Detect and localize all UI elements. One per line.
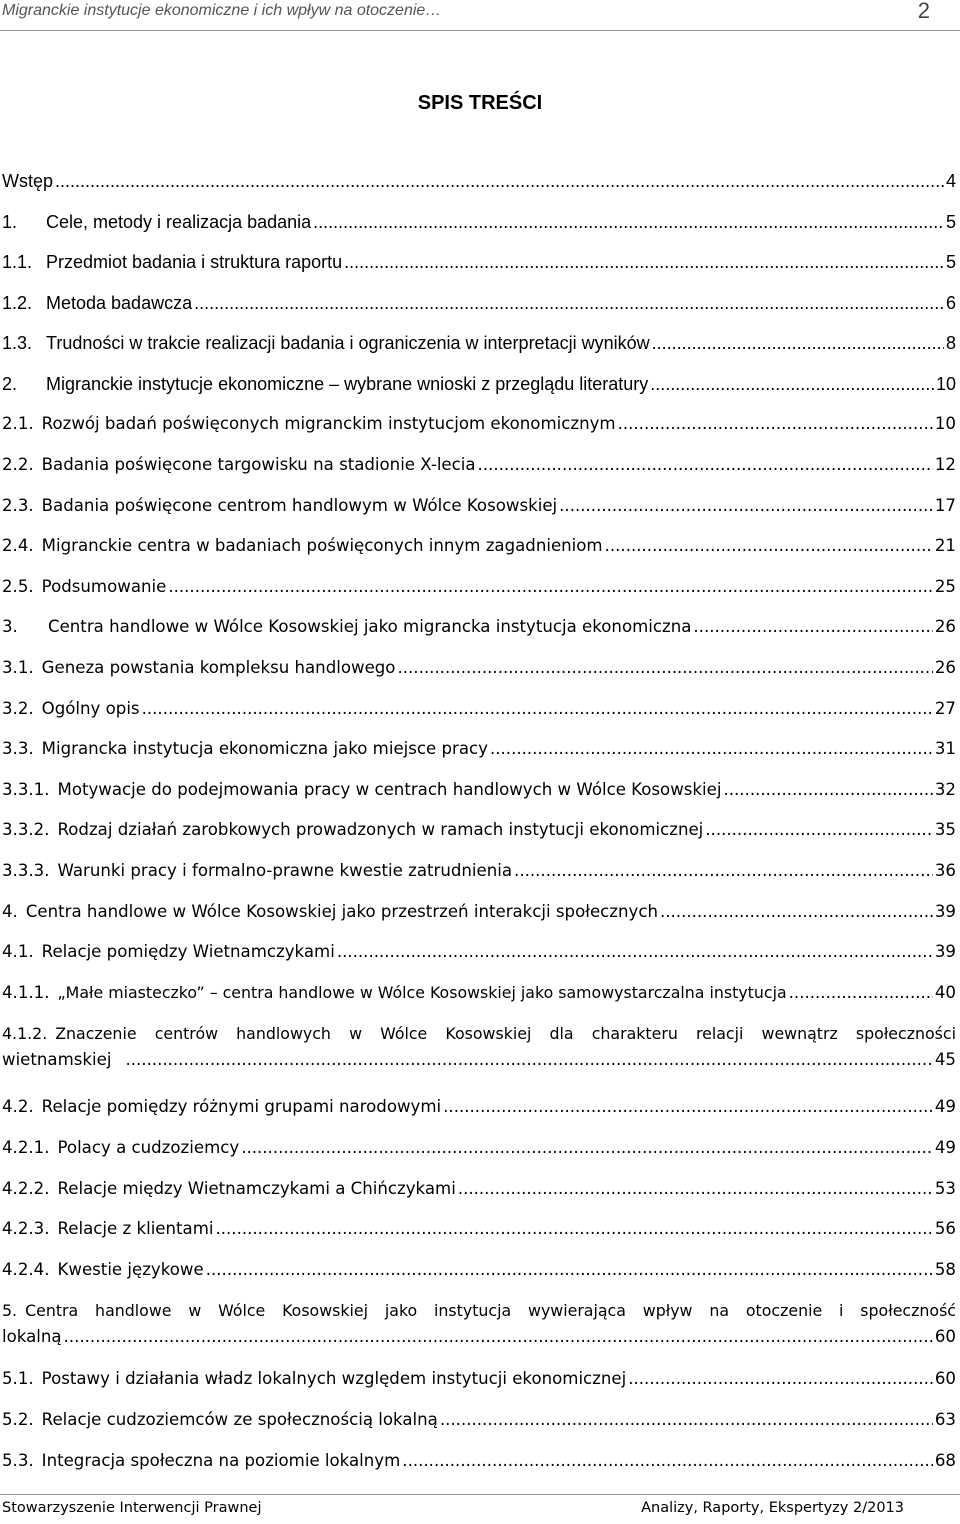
toc-entry-number: 1.1. [2, 252, 33, 272]
toc-entry-text: Podsumowanie [41, 577, 167, 596]
toc-entry-text: Przedmiot badania i struktura raportu [46, 252, 343, 272]
toc-entry-number: 2.3. [2, 496, 34, 515]
toc-entry-page: 45 [934, 1050, 956, 1069]
toc-entry-number: 3.3.3. [2, 861, 50, 880]
toc-entry-text: Ogólny opis [41, 699, 140, 718]
toc-entry-page: 60 [934, 1369, 956, 1388]
toc-entry-page: 58 [934, 1260, 956, 1279]
toc-entry[interactable] [2, 1135, 956, 1161]
toc-entry-number: 5.2. [2, 1410, 34, 1429]
toc-leader-dots [64, 1324, 933, 1350]
page-header [2, 0, 952, 28]
toc-entry-number: 4.2.3. [2, 1219, 50, 1238]
toc-entry-text: Geneza powstania kompleksu handlowego [41, 658, 396, 677]
toc-entry-number: 2.4. [2, 536, 34, 555]
toc-leader-dots [789, 980, 933, 1006]
toc-entry-page: 4 [945, 171, 956, 191]
toc-entry-text: Centra handlowe w Wólce Kosowskiej jako przestrzeń interakcji społecznych [25, 902, 658, 921]
toc-entry-number: 4.2.4. [2, 1260, 50, 1279]
toc-title: SPIS TREŚCI [417, 92, 543, 114]
toc-leader-dots [650, 371, 934, 397]
toc-entry-page: 39 [934, 902, 956, 921]
toc-leader-dots [142, 696, 933, 722]
header-title: Migranckie instytucje ekonomiczne i ich wpływ na otoczenie… [2, 2, 442, 19]
toc-entry-page: 56 [934, 1219, 956, 1238]
toc-leader-dots [723, 777, 932, 803]
toc-entry-number: 4.2. [2, 1097, 34, 1116]
toc-entry-number: 4.2.2. [2, 1179, 50, 1198]
toc-entry[interactable] [2, 533, 956, 559]
toc-entry[interactable] [2, 899, 956, 925]
toc-entry-page: 49 [934, 1097, 956, 1116]
toc-entry-page: 32 [934, 780, 956, 799]
toc-entry-number: 2.2. [2, 455, 34, 474]
toc-entry-number: 3. [2, 617, 18, 636]
toc-entry[interactable] [2, 1176, 956, 1202]
toc-leader-dots [443, 1094, 933, 1120]
toc-leader-dots [313, 209, 944, 235]
toc-entry-page: 40 [934, 983, 956, 1002]
toc-entry[interactable] [2, 574, 956, 600]
toc-entry-number: 3.2. [2, 699, 34, 718]
toc-leader-dots [206, 1257, 933, 1283]
toc-entry-text: Znaczenie centrów handlowych w Wólce Kosowskiej dla charakteru relacji wewnątrz społeczności [55, 1024, 956, 1043]
toc-leader-dots [194, 290, 944, 316]
toc-entry[interactable] [2, 696, 956, 722]
toc-entry-page: 53 [934, 1179, 956, 1198]
toc-entry[interactable] [2, 1021, 956, 1073]
toc-entry[interactable] [2, 858, 956, 884]
toc-entry[interactable] [2, 736, 956, 762]
toc-entry-page: 26 [934, 617, 956, 636]
toc-entry[interactable] [2, 452, 956, 478]
toc-entry[interactable] [2, 249, 956, 275]
toc-entry-text: Integracja społeczna na poziomie lokalnym [41, 1451, 401, 1470]
toc-entry-text: Kwestie językowe [57, 1260, 204, 1279]
toc-entry-number: 4.2.1. [2, 1138, 50, 1157]
toc-leader-dots [514, 858, 933, 884]
toc-entry-number: 3.3. [2, 739, 34, 758]
toc-entry-text: Badania poświęcone centrom handlowym w Wólce Kosowskiej [41, 496, 558, 515]
toc-entry[interactable] [2, 168, 956, 194]
toc-leader-dots [337, 939, 933, 965]
toc-entry-text: „Małe miasteczko” – centra handlowe w Wólce Kosowskiej jako samowystarczalna instytucja [57, 983, 787, 1002]
toc-entry[interactable] [2, 1407, 956, 1433]
footer-publisher: Stowarzyszenie Interwencji Prawnej [2, 1500, 262, 1516]
toc-entry-page: 68 [934, 1451, 956, 1470]
toc-entry-text: Relacje z klientami [57, 1219, 214, 1238]
toc-entry[interactable] [2, 493, 956, 519]
toc-entry-page: 5 [945, 212, 956, 232]
toc-entry-page: 8 [945, 333, 956, 353]
toc-entry-text: Relacje cudzoziemców ze społecznością lokalną [41, 1410, 438, 1429]
toc-entry[interactable] [2, 777, 956, 803]
toc-entry[interactable] [2, 817, 956, 843]
toc-entry-page: 21 [934, 536, 956, 555]
footer-series: Analizy, Raporty, Ekspertyzy 2/2013 [641, 1500, 904, 1516]
toc-entry-text-continued: wietnamskiej [2, 1050, 112, 1069]
toc-entry-page: 60 [934, 1327, 956, 1346]
toc-leader-dots [478, 452, 933, 478]
toc-leader-dots [693, 614, 932, 640]
toc-entry-text: Migranckie centra w badaniach poświęconych innym zagadnieniom [41, 536, 603, 555]
toc-entry-page: 6 [945, 293, 956, 313]
toc-entry-number: 1.3. [2, 333, 33, 353]
toc-entry-text: Metoda badawcza [46, 293, 193, 313]
toc-entry-page: 35 [934, 820, 956, 839]
toc-entry[interactable] [2, 980, 956, 1006]
footer-divider [0, 1494, 960, 1495]
toc-entry-text: Postawy i działania władz lokalnych względem instytucji ekonomicznej [41, 1369, 627, 1388]
toc-entry[interactable] [2, 330, 956, 356]
toc-entry-number: 3.1. [2, 658, 34, 677]
toc-entry-text: Relacje pomiędzy różnymi grupami narodowymi [41, 1097, 442, 1116]
toc-leader-dots [458, 1176, 933, 1202]
page-footer [2, 1500, 904, 1516]
toc-entry-text: Rodzaj działań zarobkowych prowadzonych w ramach instytucji ekonomicznej [57, 820, 704, 839]
toc-leader-dots [660, 899, 933, 925]
toc-entry-text: Migranckie instytucje ekonomiczne – wybrane wnioski z przeglądu literatury [46, 374, 649, 394]
toc-entry-text: Badania poświęcone targowisku na stadionie X-lecia [41, 455, 476, 474]
toc-entry-page: 63 [934, 1410, 956, 1429]
toc-entry-page: 17 [934, 496, 956, 515]
toc-entry-text: Relacje pomiędzy Wietnamczykami [41, 942, 335, 961]
toc-entry-number: 3.3.1. [2, 780, 50, 799]
toc-entry[interactable] [2, 1448, 956, 1474]
toc-entry[interactable] [2, 290, 956, 316]
toc-entry-number: 3.3.2. [2, 820, 50, 839]
toc-entry-text: Rozwój badań poświęconych migranckim instytucjom ekonomicznym [41, 414, 616, 433]
toc-entry-text: Centra handlowe w Wólce Kosowskiej jako migrancka instytucja ekonomiczna [48, 617, 692, 636]
toc-entry-number: 1.2. [2, 293, 33, 313]
toc-entry-text-continued: lokalną [2, 1327, 62, 1346]
toc-entry-number: 4.1.2. [2, 1024, 48, 1043]
toc-entry-text: Warunki pracy i formalno-prawne kwestie zatrudnienia [57, 861, 513, 880]
toc-leader-dots [402, 1448, 933, 1474]
toc-leader-dots [168, 574, 933, 600]
header-divider [0, 30, 960, 31]
toc-leader-dots [344, 249, 944, 275]
toc-entry[interactable] [2, 1298, 956, 1350]
toc-entry-text: Polacy a cudzoziemcy [57, 1138, 240, 1157]
toc-entry-number: 5. [2, 1301, 18, 1320]
toc-entry-number: 5.3. [2, 1451, 34, 1470]
toc-entry[interactable] [2, 655, 956, 681]
toc-leader-dots [55, 168, 944, 194]
toc-entry-number: 2.5. [2, 577, 34, 596]
toc-entry-text: Wstęp [2, 171, 54, 191]
toc-entry-number: 5.1. [2, 1369, 34, 1388]
toc-entry-number: 4.1. [2, 942, 34, 961]
header-page-number: 2 [917, 0, 930, 23]
toc-entry[interactable] [2, 371, 956, 397]
toc-leader-dots [125, 1047, 932, 1073]
toc-entry-page: 49 [934, 1138, 956, 1157]
toc-entry[interactable] [2, 614, 956, 640]
toc-entry[interactable] [2, 1216, 956, 1242]
toc-entry-number: 2. [2, 374, 18, 394]
toc-entry-number: 4.1.1. [2, 983, 50, 1002]
toc-leader-dots [605, 533, 933, 559]
toc-entry-text: Motywacje do podejmowania pracy w centrach handlowych w Wólce Kosowskiej [57, 780, 722, 799]
toc-entry-text: Migrancka instytucja ekonomiczna jako miejsce pracy [41, 739, 488, 758]
toc-entry-page: 10 [934, 414, 956, 433]
toc-entry-number: 1. [2, 212, 18, 232]
toc-leader-dots [490, 736, 933, 762]
toc-entry-page: 26 [934, 658, 956, 677]
toc-entry[interactable] [2, 1366, 956, 1392]
toc-entry[interactable] [2, 1094, 956, 1120]
toc-leader-dots [215, 1216, 932, 1242]
toc-leader-dots [397, 655, 932, 681]
toc-entry-text: Centra handlowe w Wólce Kosowskiej jako instytucja wywierająca wpływ na otoczenie i społeczność [25, 1301, 956, 1320]
toc-entry-page: 27 [934, 699, 956, 718]
toc-entry-page: 10 [935, 374, 956, 394]
toc-entry-page: 31 [934, 739, 956, 758]
toc-leader-dots [628, 1366, 933, 1392]
toc-leader-dots [705, 817, 933, 843]
toc-leader-dots [559, 493, 933, 519]
toc-entry[interactable] [2, 411, 956, 437]
toc-entry[interactable] [2, 209, 956, 235]
toc-entry-page: 39 [934, 942, 956, 961]
toc-leader-dots [440, 1407, 933, 1433]
toc-leader-dots [652, 330, 944, 356]
toc-entry[interactable] [2, 1257, 956, 1283]
toc-entry-number: 4. [2, 902, 18, 921]
toc-entry-text: Cele, metody i realizacja badania [46, 212, 312, 232]
toc-entry-page: 5 [945, 252, 956, 272]
toc-entry-page: 12 [934, 455, 956, 474]
toc-entry-page: 25 [934, 577, 956, 596]
toc-leader-dots [618, 411, 933, 437]
toc-leader-dots [241, 1135, 933, 1161]
toc-entry-text: Relacje między Wietnamczykami a Chińczykami [57, 1179, 456, 1198]
toc-entry-number: 2.1. [2, 414, 34, 433]
toc-entry-page: 36 [934, 861, 956, 880]
toc-entry[interactable] [2, 939, 956, 965]
toc-entry-text: Trudności w trakcie realizacji badania i ograniczenia w interpretacji wyników [46, 333, 650, 353]
